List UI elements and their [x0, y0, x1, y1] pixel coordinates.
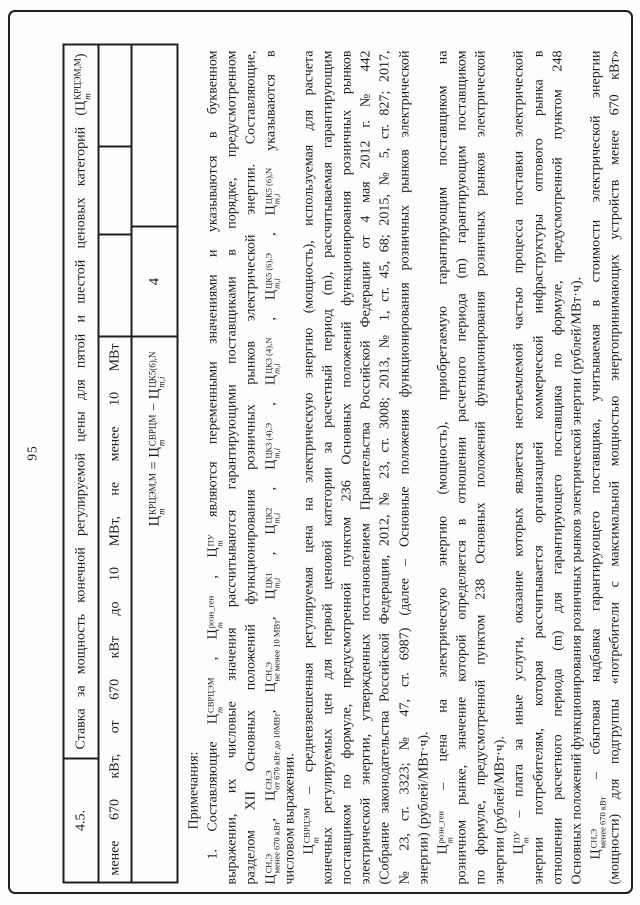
note-line-14: розничном рынке, значение которой определяется в отношении расчетного периода (m) гарантирующим поставщиком: [453, 50, 469, 884]
table-header-cell: Ставка за мощность конечной регулируемой цены для пятой и шестой ценовых категорий (Ц КРЦЭМ,М m ): [64, 45, 97, 757]
tariff-table: [62, 43, 178, 883]
note-line-2: выражении, их числовые значения рассчитываются гарантирующими поставщиками в порядке, предусмотренном: [224, 50, 240, 884]
note-line-4: Ц СН,Э менее 670 кВт , Ц СН,Э от 670 кВт до 10МВт , Ц СН,Э не менее 10 МВт , Ц ЦК1 m,i , Ц ЦК2 m,i , Ц ЦК3 (4),Э m,i , Ц ЦК3 (4),N m,i , Ц ЦК5 (6),Э m,i , Ц ЦК5 (6),N m,i указываются в: [262, 49, 282, 884]
formula-symbol: Ц ЦК5 (6),N m,i: [262, 167, 282, 215]
empty-cell: [132, 45, 176, 225]
note-line-18: энергии потребителям, которая рассчитывается организацией коммерческой инфраструктуры оптового рынка в: [530, 50, 546, 884]
page-number: 95: [24, 444, 39, 461]
note-line-13: Ц розн_ген m – цена на электрическую энергию (мощность), приобретаемую гарантирующим поставщиком на: [434, 50, 454, 854]
notes-block: [184, 50, 624, 884]
note-line-9: электрической энергии, утвержденных постановлением Правительства Российской Федерации от 4 мая 2012 г. № 442: [358, 50, 374, 884]
formula-symbol: Ц ЦК3 (4),Э m,i: [262, 422, 282, 470]
note-line-16: энергии (рублей/МВт·ч).: [492, 735, 508, 884]
formula-symbol: Ц ПУ m: [511, 830, 531, 854]
row-id-cell: 4.5.: [64, 757, 97, 881]
formula-symbol: Ц СН,Э менее 670 кВт: [262, 821, 282, 884]
note-line-15: по формуле, предусмотренной пунктом 238 Основных положений функционирования розничных рынков электрической: [473, 50, 489, 884]
note-line-10: (Собрание законодательства Российской Федерации, 2012, № 23, ст. 3008; 2013, № 1, ст. 45, 68; 2015, № 5, ст. 827; 2017,: [377, 50, 393, 884]
empty-cell: [99, 233, 130, 335]
formula-symbol: Ц КРЦЭМ,М m: [72, 57, 92, 111]
table-row-ranges: [99, 45, 132, 881]
formula-symbol: Ц розн_ген m: [205, 595, 225, 639]
formula-cell: Ц КРЦЭМ,М m = Ц СВРЦМ m − Ц ЦК5(6),N m,i: [132, 335, 176, 881]
note-line-11: № 23, ст. 3323; № 47, ст. 6987) (далее – Основные положения функционирования розничных рынков электрической: [396, 50, 412, 884]
formula-symbol: Ц ЦК5 (6),Э m,i: [262, 252, 282, 300]
note-line-19: отношении расчетного периода (m) для гарантирующего поставщика по формуле, предусмотренной пунктом 248: [549, 50, 565, 884]
formula-symbol: Ц розн_ген m: [434, 810, 454, 854]
formula-symbol: Ц СВРЦМ m: [146, 414, 167, 458]
formula-symbol: Ц ЦК1 m,i: [262, 571, 282, 600]
note-line-8: поставщиком по формуле, предусмотренной пунктом 236 Основных положений функционирования розничных рынков: [339, 50, 355, 884]
formula-symbol: Ц ПУ m: [205, 533, 225, 558]
formula-symbol: Ц СВРЦЭМ m: [205, 677, 225, 724]
formula-symbol: Ц СН,Э от 670 кВт до 10МВт: [262, 712, 282, 801]
note-line-7: конечных регулируемых цен для первой ценовой категории за расчетный период (m), рассчитываемая гарантирующим: [319, 50, 335, 884]
column-number-cell: 4: [132, 225, 176, 335]
power-ranges-cell: менее 670 кВт, от 670 кВт до 10 МВт, не менее 10 МВт: [99, 335, 130, 881]
notes-heading: Примечания:: [186, 751, 201, 829]
note-line-17: Ц ПУ m – плата за иные услуги, оказание которых является неотъемлемой частью процесса поставки электрической: [511, 50, 531, 854]
note-line-5: числовом выражении.: [281, 752, 297, 884]
note-line-6: Ц СВРЦЭМ m – средневзвешенная регулируемая цена на электрическую энергию (мощность), используемая для расчета: [300, 50, 320, 854]
empty-cell: [99, 145, 130, 233]
formula-symbol: Ц СН,Э менее 670 кВт: [587, 796, 607, 859]
formula-symbol: Ц СН,Э не менее 10 МВт: [262, 619, 282, 693]
note-line-21: Ц СН,Э менее 670 кВт – сбытовая надбавка гарантирующего поставщика, учитываемая в стоимости электрической энергии: [587, 50, 607, 859]
formula-symbol: Ц ЦК2 m,i: [262, 506, 282, 535]
formula-symbol: Ц КРЦЭМ,М m: [146, 472, 167, 526]
note-line-22: (мощности) для подгруппы «потребители с максимальной мощностью энергопринимающих устройств менее 670 кВт»: [607, 50, 623, 884]
note-line-1: 1. Составляющие Ц СВРЦЭМ m , Ц розн_ген m , Ц ПУ m являются переменными значениями и указываются в буквенном: [205, 49, 225, 859]
note-line-12: энергии) (рублей/МВт·ч).: [415, 730, 431, 884]
table-row-header: [64, 45, 99, 881]
formula-symbol: Ц ЦК3 (4),N m,i: [262, 337, 282, 385]
table-row-formula: [132, 45, 176, 881]
formula-symbol: Ц СВРЦЭМ m: [300, 807, 320, 854]
empty-cell: [99, 45, 130, 145]
note-line-20: Основных положений функционирования розничных рынков электрической энергии (рублей/МВт·ч).: [568, 276, 584, 884]
formula-symbol: Ц ЦК5(6),N m,i: [146, 351, 167, 399]
note-line-3: разделом XII Основных положений функционирования розничных рынков электрической энергии. Составляющие,: [243, 50, 259, 884]
